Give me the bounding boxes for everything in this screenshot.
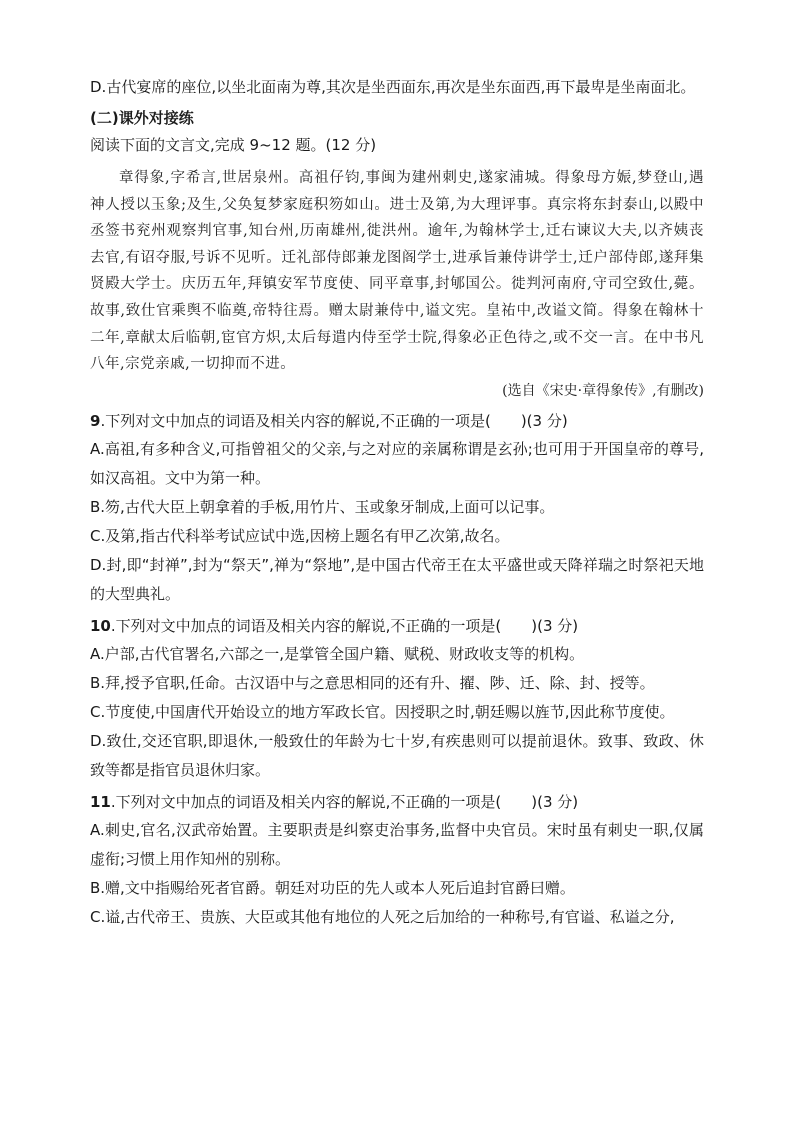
question-11 — [90, 789, 704, 816]
q10-option-c: C.节度使,中国唐代开始设立的地方军政长官。因授职之时,朝廷赐以旌节,因此称节度使。 — [90, 702, 675, 721]
section-heading: (二)课外对接练 — [90, 109, 194, 127]
passage-source: (选自《宋史·章得象传》,有删改) — [502, 382, 704, 399]
question-number: 11 — [90, 792, 111, 811]
prev-question-option-d: D.古代宴席的座位,以坐北面南为尊,其次是坐西面东,再次是坐东面西,再下最卑是坐南面北。 — [90, 78, 696, 96]
question-number: 9 — [90, 411, 101, 430]
q10-option-b: B.拜,授予官职,任命。古汉语中与之意思相同的还有升、擢、陟、迁、除、封、授等。 — [90, 673, 655, 692]
reading-instruction: 阅读下面的文言文,完成 9~12 题。(12 分) — [90, 136, 377, 154]
q10-option-d: D.致仕,交还官职,即退休,一般致仕的年龄为七十岁,有疾患则可以提前退休。致事、致政、休致等都是指官员退休归家。 — [90, 731, 704, 779]
question-stem: .下列对文中加点的词语及相关内容的解说,不正确的一项是( )(3 分) — [110, 792, 579, 811]
question-10 — [90, 613, 704, 640]
q9-option-d: D.封,即“封禅”,封为“祭天”,禅为“祭地”,是中国古代帝王在太平盛世或天降祥瑞之时祭祀天地的大型典礼。 — [90, 555, 704, 603]
classical-passage: 章得象,字希言,世居泉州。高祖仔钧,事闽为建州刺史,遂家浦城。得象母方娠,梦登山,遇神人授以玉象;及生,父奂复梦家庭积笏如山。进士及第,为大理评事。真宗将东封泰山,以殿中丞签书兖州观察判官事,知台州,历南雄州,徙洪州。逾年,为翰林学士,迁右谏议大夫,以齐姨丧去官,有诏夺服,号诉不见听。迁礼部侍郎兼龙图阁学士,进承旨兼侍讲学士,迁户部侍郎,遂拜集贤殿大学士。庆历五年,拜镇安军节度使、同平章事,封郇国公。徙判河南府,守司空致仕,薨。故事,致仕官乘舆不临奠,帝特往焉。赠太尉兼侍中,谥文宪。皇祐中,改谥文简。得象在翰林十二年,章献太后临朝,宦官方炽,太后每遣内侍至学士院,得象必正色待之,或不交一言。在中书凡八年,宗党亲戚,一切抑而不进。 — [90, 170, 704, 373]
question-stem: .下列对文中加点的词语及相关内容的解说,不正确的一项是( )(3 分) — [110, 616, 579, 635]
q10-option-a: A.户部,古代官署名,六部之一,是掌管全国户籍、赋税、财政收支等的机构。 — [90, 644, 585, 663]
q9-option-a: A.高祖,有多种含义,可指曾祖父的父亲,与之对应的亲属称谓是玄孙;也可用于开国皇帝的尊号,如汉高祖。文中为第一种。 — [90, 439, 704, 487]
q11-option-b: B.赠,文中指赐给死者官爵。朝廷对功臣的先人或本人死后追封官爵曰赠。 — [90, 878, 575, 897]
question-number: 10 — [90, 616, 111, 635]
question-9 — [90, 408, 704, 435]
question-stem: .下列对文中加点的词语及相关内容的解说,不正确的一项是( )(3 分) — [100, 411, 568, 430]
q9-option-c: C.及第,指古代科举考试应试中选,因榜上题名有甲乙次第,故名。 — [90, 526, 510, 545]
q11-option-c: C.谥,古代帝王、贵族、大臣或其他有地位的人死之后加给的一种称号,有官谥、私谥之分, — [90, 907, 675, 926]
q11-option-a: A.刺史,官名,汉武帝始置。主要职责是纠察吏治事务,监督中央官员。宋时虽有刺史一职,仅属虚衔;习惯上用作知州的别称。 — [90, 820, 704, 868]
q9-option-b: B.笏,古代大臣上朝拿着的手板,用竹片、玉或象牙制成,上面可以记事。 — [90, 497, 555, 516]
